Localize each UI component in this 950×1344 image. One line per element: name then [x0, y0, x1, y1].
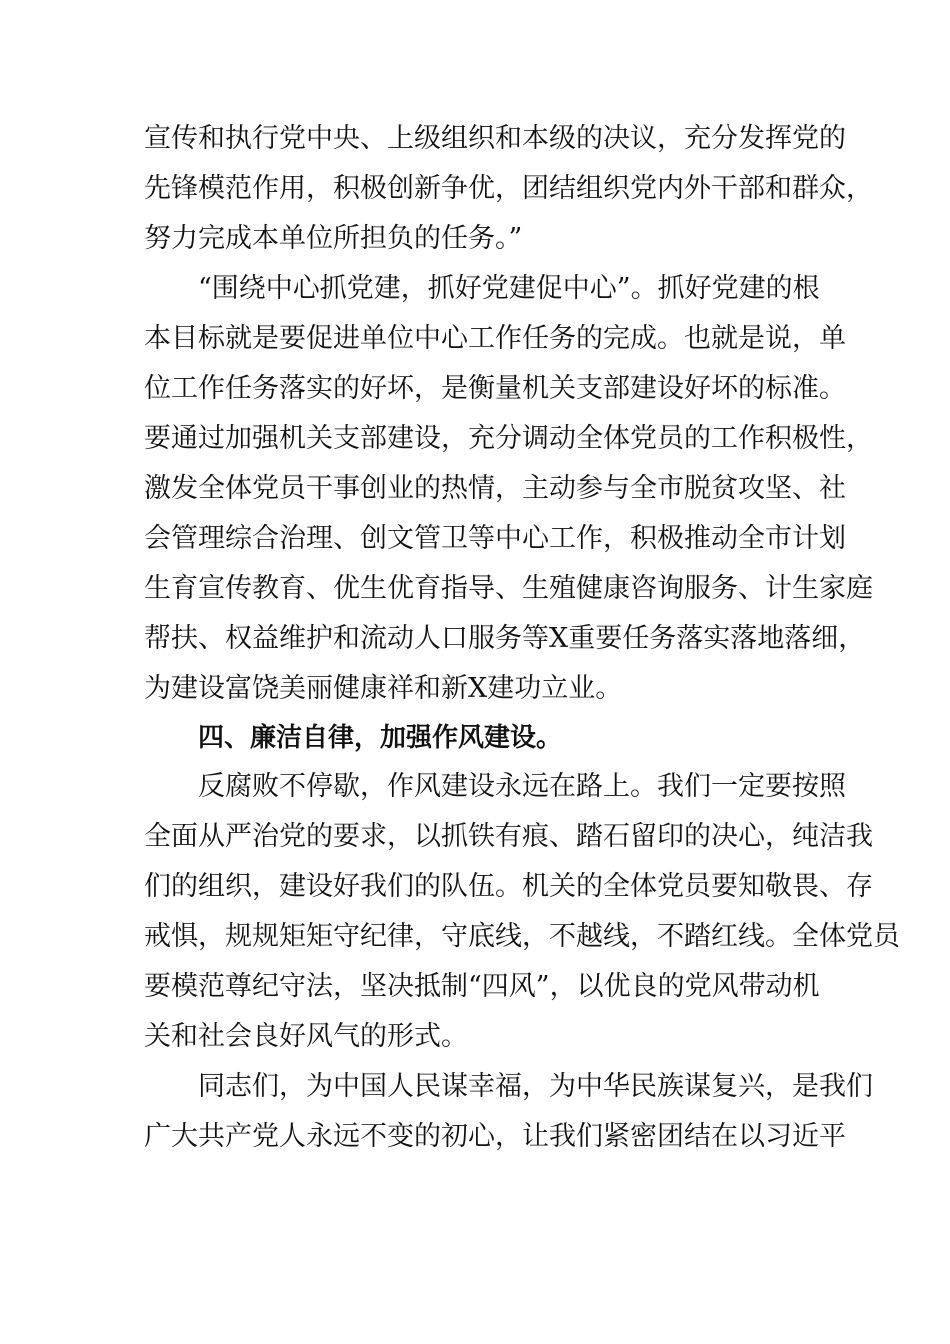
text-line: 努力完成本单位所担负的任务。” [144, 223, 523, 254]
text-line: 帮扶、权益维护和流动人口服务等X重要任务落实落地落细， [144, 623, 866, 654]
text-line: 为建设富饶美丽健康祥和新X建功立业。 [144, 673, 623, 704]
text-line: 戒惧，规规矩矩守纪律，守底线，不越线，不踏红线。全体党员 [144, 921, 900, 952]
text-line: 位工作任务落实的好坏，是衡量机关支部建设好坏的标准。 [144, 373, 846, 404]
text-line: 反腐败不停歇，作风建设永远在路上。我们一定要按照 [198, 771, 846, 802]
text-line: 先锋模范作用，积极创新争优，团结组织党内外干部和群众， [144, 173, 873, 204]
text-line: 们的组织，建设好我们的队伍。机关的全体党员要知敬畏、存 [144, 871, 873, 902]
text-line: 要模范尊纪守法，坚决抵制“四风”，以优良的党风带动机 [144, 971, 820, 1002]
text-line: 本目标就是要促进单位中心工作任务的完成。也就是说，单 [144, 323, 846, 354]
text-line: 生育宣传教育、优生优育指导、生殖健康咨询服务、计生家庭 [144, 573, 873, 604]
text-line: 全面从严治党的要求，以抓铁有痕、踏石留印的决心，纯洁我 [144, 821, 873, 852]
text-line: “围绕中心抓党建，抓好党建促中心”。抓好党建的根 [198, 273, 820, 304]
text-line: 激发全体党员干事创业的热情，主动参与全市脱贫攻坚、社 [144, 473, 846, 504]
text-line: 同志们，为中国人民谋幸福，为中华民族谋复兴，是我们 [198, 1071, 873, 1102]
text-line: 广大共产党人永远不变的初心，让我们紧密团结在以习近平 [144, 1121, 846, 1152]
section-heading: 四、廉洁自律，加强作风建设。 [198, 723, 563, 753]
text-line: 宣传和执行党中央、上级组织和本级的决议，充分发挥党的 [144, 123, 846, 154]
text-line: 关和社会良好风气的形式。 [144, 1021, 468, 1052]
text-line: 会管理综合治理、创文管卫等中心工作，积极推动全市计划 [144, 523, 846, 554]
text-line: 要通过加强机关支部建设，充分调动全体党员的工作积极性， [144, 423, 873, 454]
